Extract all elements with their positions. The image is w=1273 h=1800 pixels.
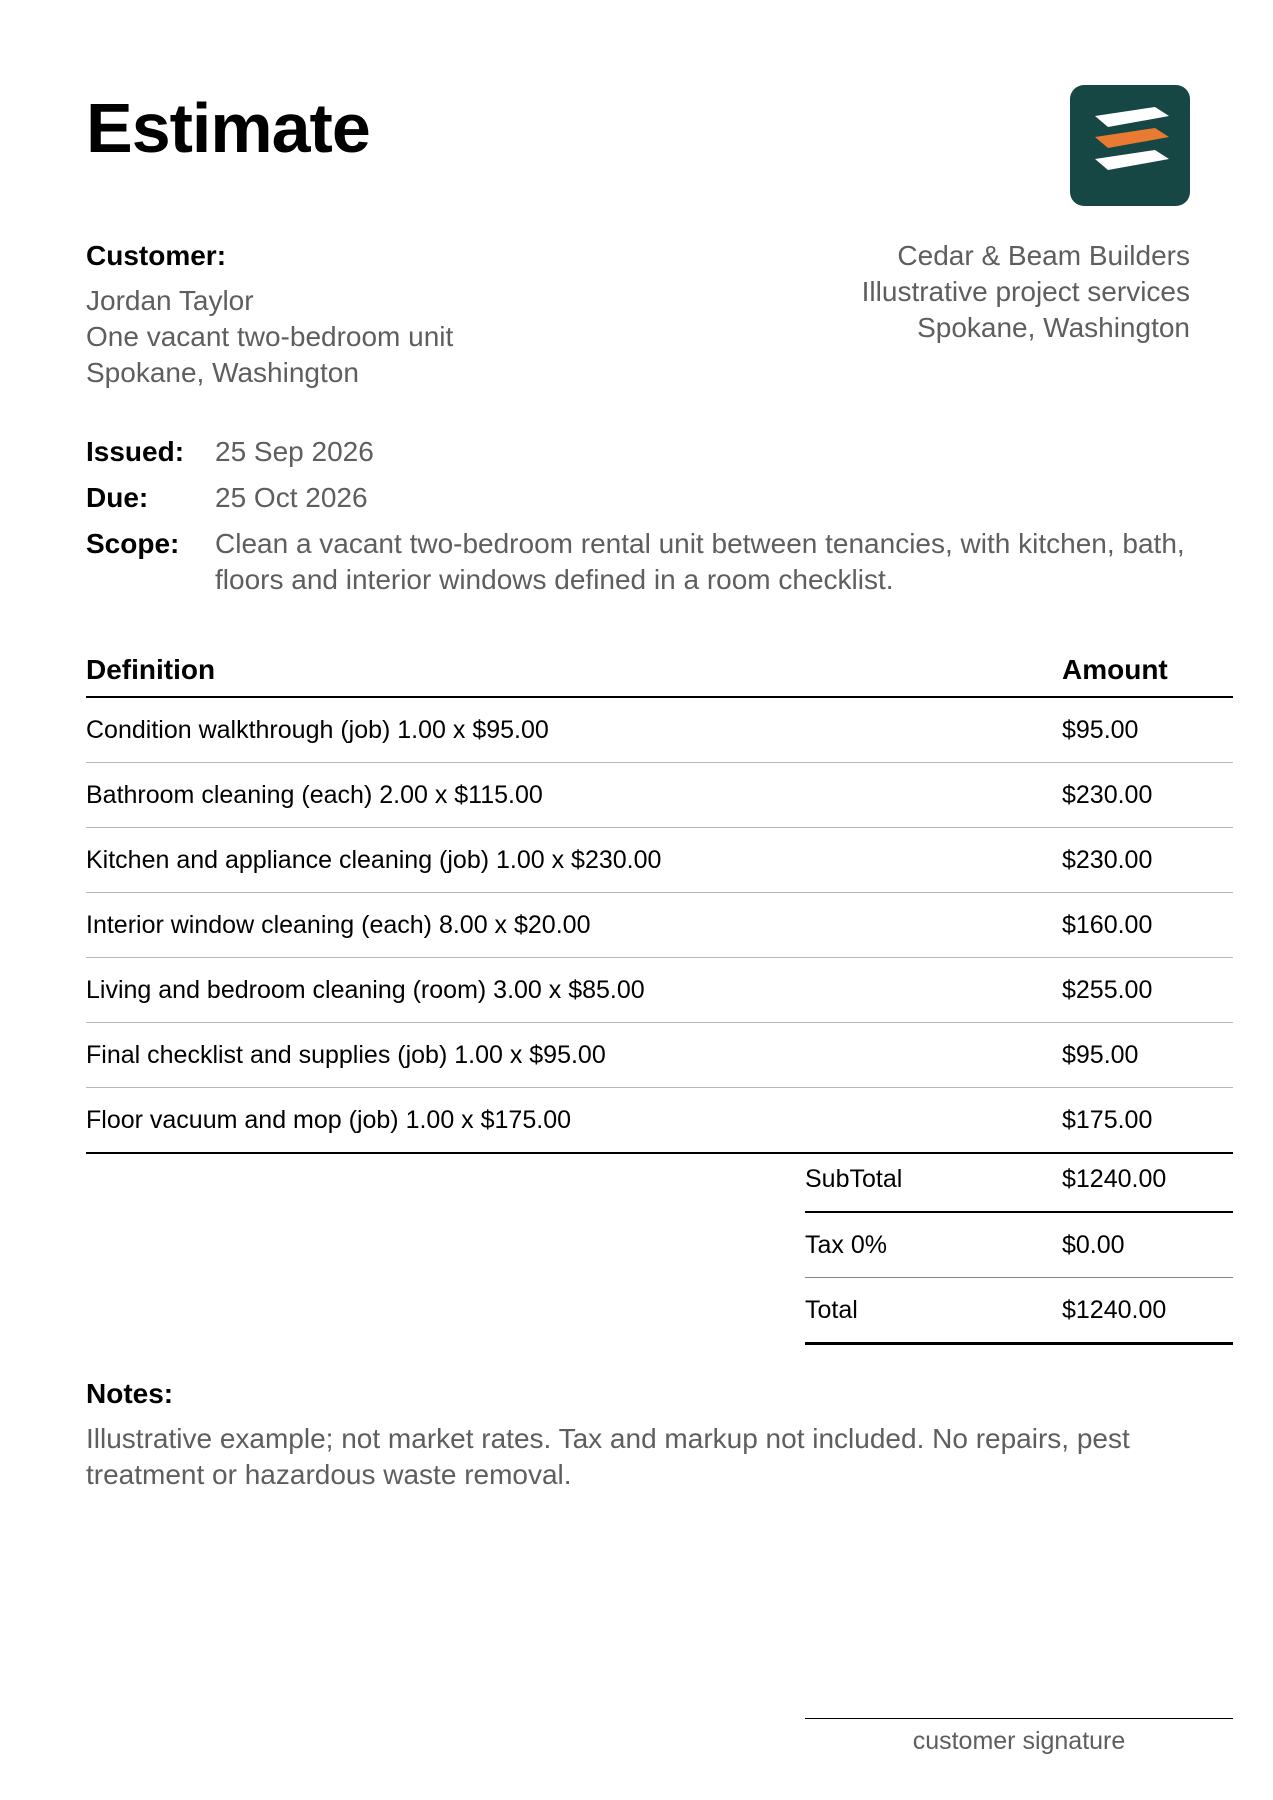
- line-items-table: [86, 652, 1233, 1154]
- item-definition: Final checklist and supplies (job) 1.00 x $95.00: [86, 1023, 1062, 1088]
- customer-property: One vacant two-bedroom unit: [86, 321, 454, 352]
- table-row: [86, 763, 1233, 828]
- item-definition: Bathroom cleaning (each) 2.00 x $115.00: [86, 763, 1062, 828]
- scope-label: Scope:: [86, 528, 180, 559]
- item-definition: Interior window cleaning (each) 8.00 x $20.00: [86, 893, 1062, 958]
- table-row: [86, 697, 1233, 763]
- company-location: Spokane, Washington: [917, 312, 1190, 343]
- company-name: Cedar & Beam Builders: [897, 240, 1190, 271]
- item-amount: $230.00: [1062, 828, 1233, 893]
- item-amount: $95.00: [1062, 697, 1233, 763]
- item-definition: Floor vacuum and mop (job) 1.00 x $175.00: [86, 1088, 1062, 1154]
- tax-label: Tax 0%: [805, 1212, 1062, 1278]
- totals-table: [805, 1147, 1233, 1345]
- customer-label: Customer:: [86, 240, 227, 271]
- company-logo-icon: [1070, 85, 1190, 206]
- amount-header: Amount: [1062, 652, 1233, 697]
- layered-stripes-logo-icon: [1070, 85, 1190, 206]
- subtotal-label: SubTotal: [805, 1147, 1062, 1212]
- table-row: [86, 1023, 1233, 1088]
- company-block: [670, 238, 1190, 346]
- table-row: [86, 1088, 1233, 1154]
- estimate-meta: [86, 434, 1236, 608]
- total-value: $1240.00: [1062, 1278, 1233, 1344]
- table-row: [86, 958, 1233, 1023]
- notes-block: [86, 1376, 1236, 1493]
- customer-name: Jordan Taylor: [86, 285, 254, 316]
- tax-value: $0.00: [1062, 1212, 1233, 1278]
- item-amount: $160.00: [1062, 893, 1233, 958]
- tax-row: [805, 1212, 1233, 1278]
- due-row: [86, 480, 1236, 516]
- issued-row: [86, 434, 1236, 470]
- item-definition: Condition walkthrough (job) 1.00 x $95.00: [86, 697, 1062, 763]
- item-definition: Kitchen and appliance cleaning (job) 1.00 x $230.00: [86, 828, 1062, 893]
- definition-header: Definition: [86, 652, 1062, 697]
- customer-block: [86, 238, 686, 391]
- due-label: Due:: [86, 482, 149, 513]
- item-amount: $95.00: [1062, 1023, 1233, 1088]
- table-header-row: [86, 652, 1233, 697]
- issued-date: 25 Sep 2026: [215, 436, 374, 467]
- item-definition: Living and bedroom cleaning (room) 3.00 x $85.00: [86, 958, 1062, 1023]
- item-amount: $175.00: [1062, 1088, 1233, 1154]
- due-date: 25 Oct 2026: [215, 482, 368, 513]
- document-title: Estimate: [86, 89, 370, 167]
- subtotal-value: $1240.00: [1062, 1147, 1233, 1212]
- total-label: Total: [805, 1278, 1062, 1344]
- table-row: [86, 828, 1233, 893]
- scope-text: Clean a vacant two-bedroom rental unit between tenancies, with kitchen, bath, floors and interior windows defined in a room checklist.: [215, 528, 1185, 595]
- customer-location: Spokane, Washington: [86, 357, 359, 388]
- customer-signature-line: customer signature: [805, 1718, 1233, 1756]
- table-row: [86, 893, 1233, 958]
- item-amount: $255.00: [1062, 958, 1233, 1023]
- subtotal-row: [805, 1147, 1233, 1212]
- issued-label: Issued:: [86, 436, 185, 467]
- company-tagline: Illustrative project services: [861, 276, 1190, 307]
- notes-text: Illustrative example; not market rates. Tax and markup not included. No repairs, pest treatment or hazardous waste removal.: [86, 1423, 1130, 1490]
- notes-label: Notes:: [86, 1378, 174, 1409]
- scope-row: [86, 526, 1236, 598]
- item-amount: $230.00: [1062, 763, 1233, 828]
- total-row: [805, 1278, 1233, 1344]
